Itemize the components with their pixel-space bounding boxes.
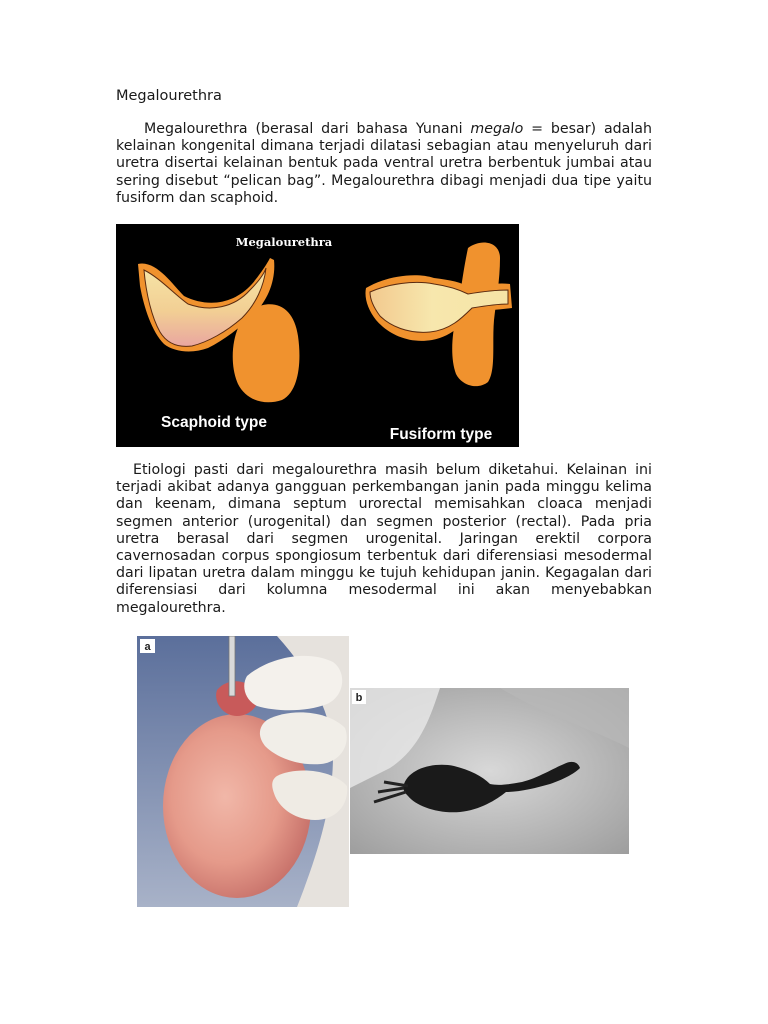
paragraph-etiology: Etiologi pasti dari megalourethra masih belum diketahui. Kelainan ini terjadi akibat adanya gangguan perkembangan janin pada minggu kelima dan keenam, dimana septum urorectal memisahkan cloaca menjadi segmen anterior (urogenital) dan segmen posterior (rectal). Pada pria uretra berasal dari segmen urogenital. Jaringan erektil corpora cavernosadan corpus spongiosum terbentuk dari diferensiasi mesodermal dari lipatan uretra dalam minggu ke tujuh kehidupan janin. Kegagalan dari diferensiasi dari kolumna mesodermal ini akan menyebabkan megalourethra. bbox=[116, 462, 652, 616]
panel-b-label: b bbox=[355, 692, 363, 704]
paragraph-definition-part2: = besar) adalah kelainan kongenital dimana terjadi dilatasi sebagian atau menyeluruh dari uretra disertai kelainan bentuk pada ventral uretra berbentuk jumbai atau sering disebut “pelican bag”. Megalourethra dibagi menjadi dua tipe yaitu fusiform dan scaphoid. bbox=[116, 121, 652, 206]
clinical-photo-panel-a bbox=[137, 636, 349, 907]
urethrogram-canvas bbox=[350, 688, 629, 854]
document-heading: Megalourethra bbox=[116, 88, 222, 104]
clinical-photo-canvas bbox=[137, 636, 349, 907]
probe-instrument bbox=[229, 636, 235, 696]
fusiform-label: Fusiform type bbox=[389, 426, 493, 443]
diagram-title: Megalourethra bbox=[235, 235, 333, 249]
diagram-canvas bbox=[116, 224, 519, 447]
panel-a-label: a bbox=[144, 641, 151, 653]
megalourethra-diagram bbox=[116, 224, 519, 447]
scaphoid-illustration bbox=[138, 258, 299, 431]
urethrogram-panel-b bbox=[350, 688, 629, 854]
scaphoid-label: Scaphoid type bbox=[161, 414, 267, 431]
paragraph-definition-part1: Megalourethra (berasal dari bahasa Yunani bbox=[144, 121, 471, 137]
fusiform-illustration bbox=[365, 243, 512, 443]
italic-term: megalo bbox=[470, 121, 524, 137]
paragraph-definition bbox=[116, 121, 652, 207]
